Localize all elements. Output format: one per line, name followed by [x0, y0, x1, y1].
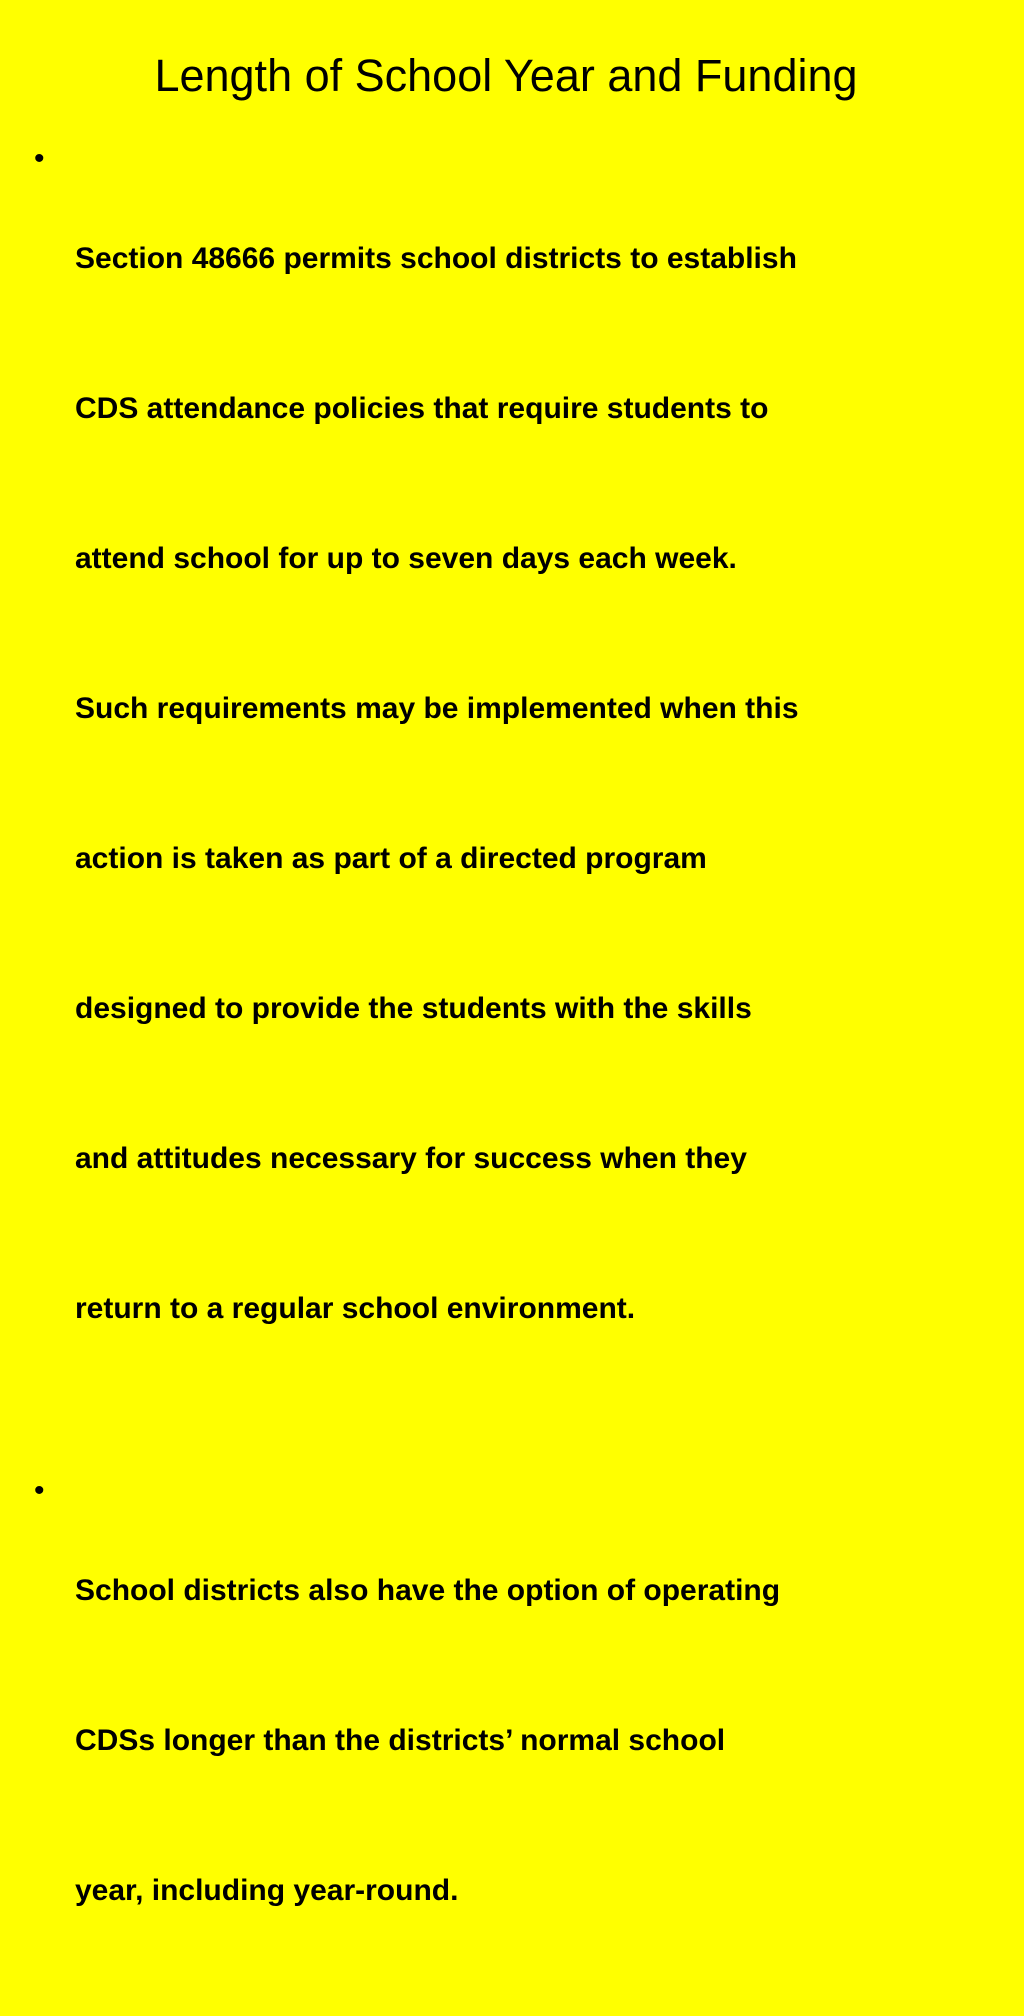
bullet-text-line: designed to provide the students with the skills: [75, 992, 752, 1025]
bullet-list: [0, 134, 1024, 2016]
bullet-text-line: and attitudes necessary for success when they: [75, 1142, 747, 1175]
bullet-text-line: CDSs longer than the districts’ normal school: [75, 1724, 726, 1757]
bullet-text-line: attend school for up to seven days each week.: [75, 542, 737, 575]
bullet-text-line: Such requirements may be implemented when this: [75, 692, 799, 725]
bullet-spacer: [0, 1434, 1024, 1466]
bullet-item-year-round: [0, 1466, 1024, 2016]
bullet-icon: •: [34, 1474, 45, 1507]
bullet-text-line: CDS attendance policies that require students to: [75, 392, 769, 425]
bullet-text-line: action is taken as part of a directed program: [75, 842, 707, 875]
bullet-icon: •: [34, 142, 45, 175]
bullet-text-line: year, including year-round.: [75, 1874, 459, 1907]
bullet-text: [75, 134, 985, 1434]
bullet-text-line: School districts also have the option of operating: [75, 1574, 781, 1607]
slide-title: Length of School Year and Funding: [154, 50, 858, 101]
bullet-item-attendance-policy: [0, 134, 1024, 1434]
bullet-text-line: Section 48666 permits school districts to establish: [75, 242, 797, 275]
bullet-text-line: return to a regular school environment.: [75, 1292, 636, 1325]
bullet-text: [75, 1466, 985, 2016]
